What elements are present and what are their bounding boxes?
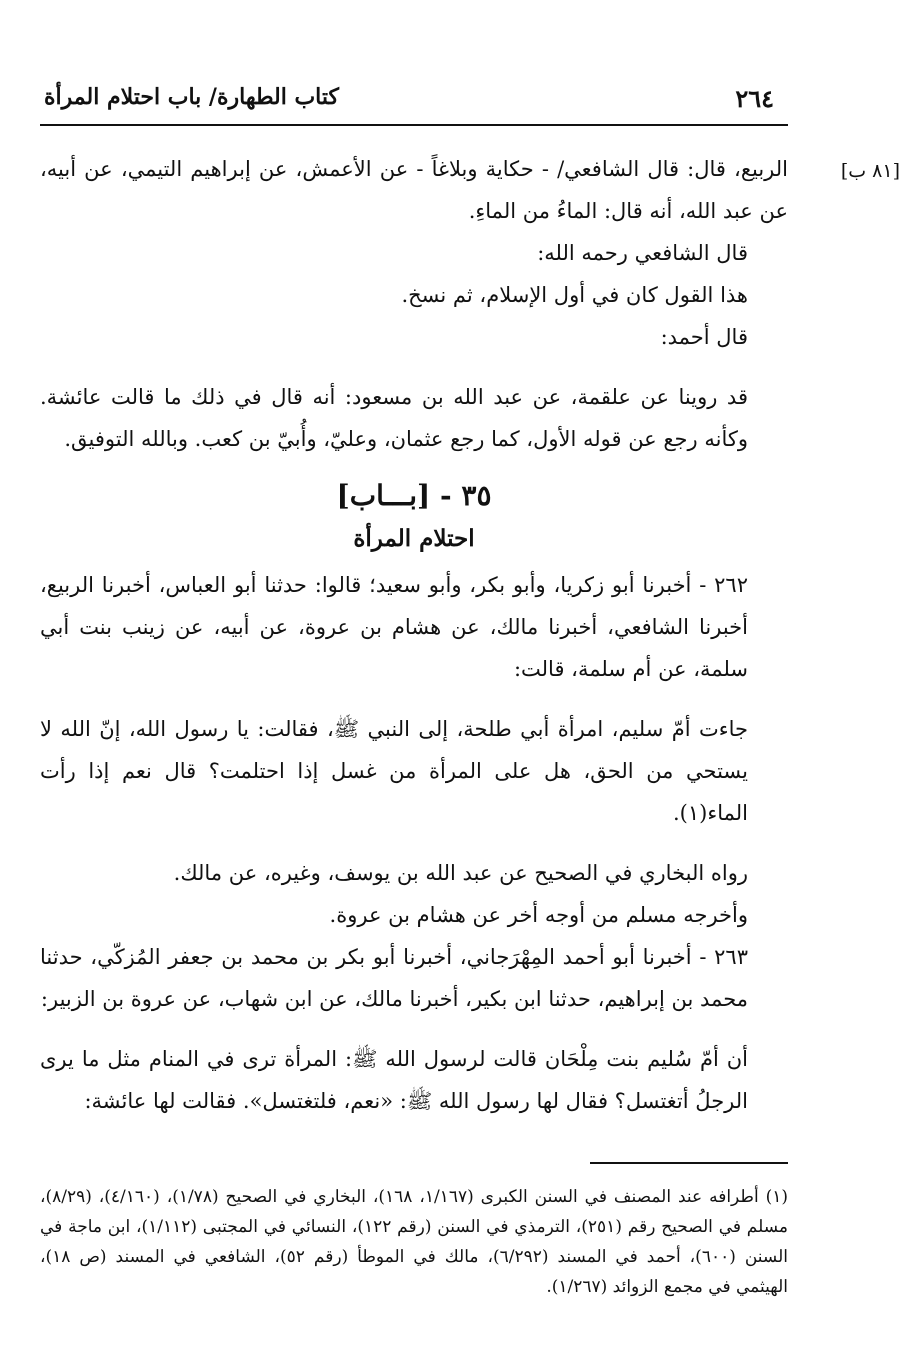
margin-manuscript-note: [٨١ ب] (840, 160, 900, 182)
spacer (40, 1020, 788, 1038)
hadith-262-takhrij-2: وأخرجه مسلم من أوجه أخر عن هشام بن عروة. (329, 903, 748, 927)
hadith-263-isnad: ٢٦٣ - أخبرنا أبو أحمد المِهْرَجاني، أخبرنا أبو بكر بن محمد بن جعفر المُزكّي، حدثنا محمد بن إبراهيم، حدثنا ابن بكير، أخبرنا مالك، عن ابن شهاب، عن عروة بن الزبير: (40, 945, 748, 1011)
hadith-263-matn: أن أمّ سُليم بنت مِلْحَان قالت لرسول الله ﷺ: المرأة ترى في المنام مثل ما يرى الرجلُ أتغتسل؟ فقال لها رسول الله ﷺ: «نعم، فلتغتسل». فقالت لها عائشة: (40, 1047, 748, 1113)
main-text (40, 148, 788, 1122)
spacer (40, 834, 788, 852)
running-title: كتاب الطهارة/ باب احتلام المرأة (44, 84, 340, 110)
hadith-262-takhrij-1: رواه البخاري في الصحيح عن عبد الله بن يوسف، وغيره، عن مالك. (173, 861, 748, 885)
hadith-262-isnad: ٢٦٢ - أخبرنا أبو زكريا، وأبو بكر، وأبو سعيد؛ قالوا: حدثنا أبو العباس، أخبرنا الربيع، أخبرنا الشافعي، أخبرنا مالك، عن هشام بن عروة، عن أبيه، عن زينب بنت أبي سلمة، عن أم سلمة، قالت: (40, 573, 748, 681)
footnote-rule (590, 1162, 788, 1164)
chapter-subheading: احتلام المرأة (353, 525, 475, 552)
chapter-heading: ٣٥ - [بـــاب] (336, 479, 492, 512)
paragraph-4: قال أحمد: (660, 325, 748, 349)
spacer (40, 690, 788, 708)
running-header (40, 78, 788, 118)
spacer (40, 358, 788, 376)
paragraph-1: الربيع، قال: قال الشافعي/ - حكاية وبلاغاً - عن الأعمش، عن إبراهيم التيمي، عن أبيه، عن عبد الله، أنه قال: الماءُ من الماءِ. (40, 157, 788, 223)
paragraph-5: قد روينا عن علقمة، عن عبد الله بن مسعود: أنه قال في ذلك ما قالت عائشة. وكأنه رجع عن قوله الأول، كما رجع عثمان، وعليّ، وأُبيّ بن كعب. وبالله التوفيق. (40, 385, 748, 451)
hadith-262-matn: جاءت أمّ سليم، امرأة أبي طلحة، إلى النبي ﷺ، فقالت: يا رسول الله، إنّ الله لا يستحي من الحق، هل على المرأة من غسل إذا احتلمت؟ قال نعم إذا رأت الماء(١). (40, 717, 748, 825)
footnote-1: (١) أطرافه عند المصنف في السنن الكبرى (١/١٦٧، ١٦٨)، البخاري في الصحيح (١/٧٨)، (٤/١٦٠)، (٨/٢٩)، مسلم في الصحيح رقم (٢٥١)، الترمذي في السنن (رقم ١٢٢)، النسائي في المجتبى (١/١١٢)، ابن ماجة في السنن (٦٠٠)، أحمد في المسند (٦/٢٩٢)، مالك في الموطأ (رقم ٥٢)، الشافعي في المسند (ص ١٨)، الهيثمي في مجمع الزوائد (١/٢٦٧). (40, 1187, 788, 1297)
page-number: ٢٦٤ (735, 84, 774, 113)
paragraph-3: هذا القول كان في أول الإسلام، ثم نسخ. (401, 283, 748, 307)
header-rule (40, 124, 788, 126)
paragraph-2: قال الشافعي رحمه الله: (537, 241, 748, 265)
